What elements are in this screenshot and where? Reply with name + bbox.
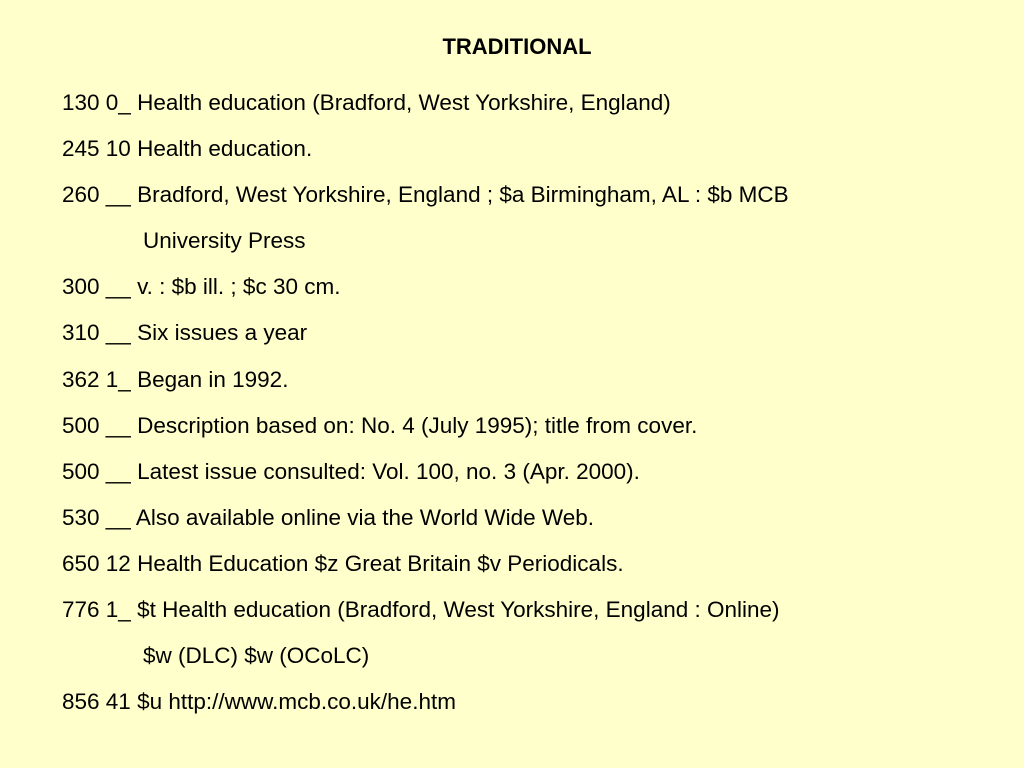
- marc-field-130: 130 0_ Health education (Bradford, West Yorkshire, England): [62, 90, 671, 115]
- marc-field-300: 300 __ v. : $b ill. ; $c 30 cm.: [62, 274, 341, 300]
- marc-field-530: 530 __ Also available online via the World Wide Web.: [62, 504, 594, 530]
- slide-title: TRADITIONAL: [442, 34, 592, 59]
- marc-field-776: 776 1_ $t Health education (Bradford, West Yorkshire, England : Online): [62, 597, 780, 623]
- marc-field-776-continuation: $w (DLC) $w (OCoLC): [143, 643, 370, 669]
- marc-field-500-latest-issue: 500 __ Latest issue consulted: Vol. 100, no. 3 (Apr. 2000).: [62, 458, 640, 484]
- marc-record-list: [62, 80, 789, 725]
- marc-field-500-description: 500 __ Description based on: No. 4 (July 1995); title from cover.: [62, 412, 698, 438]
- marc-field-650: 650 12 Health Education $z Great Britain $v Periodicals.: [62, 550, 624, 576]
- marc-field-310: 310 __ Six issues a year: [62, 320, 308, 346]
- marc-field-362: 362 1_ Began in 1992.: [62, 366, 289, 392]
- marc-field-260: 260 __ Bradford, West Yorkshire, England ; $a Birmingham, AL : $b MCB: [62, 182, 789, 208]
- marc-field-260-continuation: University Press: [143, 228, 306, 254]
- marc-field-245: 245 10 Health education.: [62, 136, 313, 162]
- marc-field-856: 856 41 $u http://www.mcb.co.uk/he.htm: [62, 689, 456, 715]
